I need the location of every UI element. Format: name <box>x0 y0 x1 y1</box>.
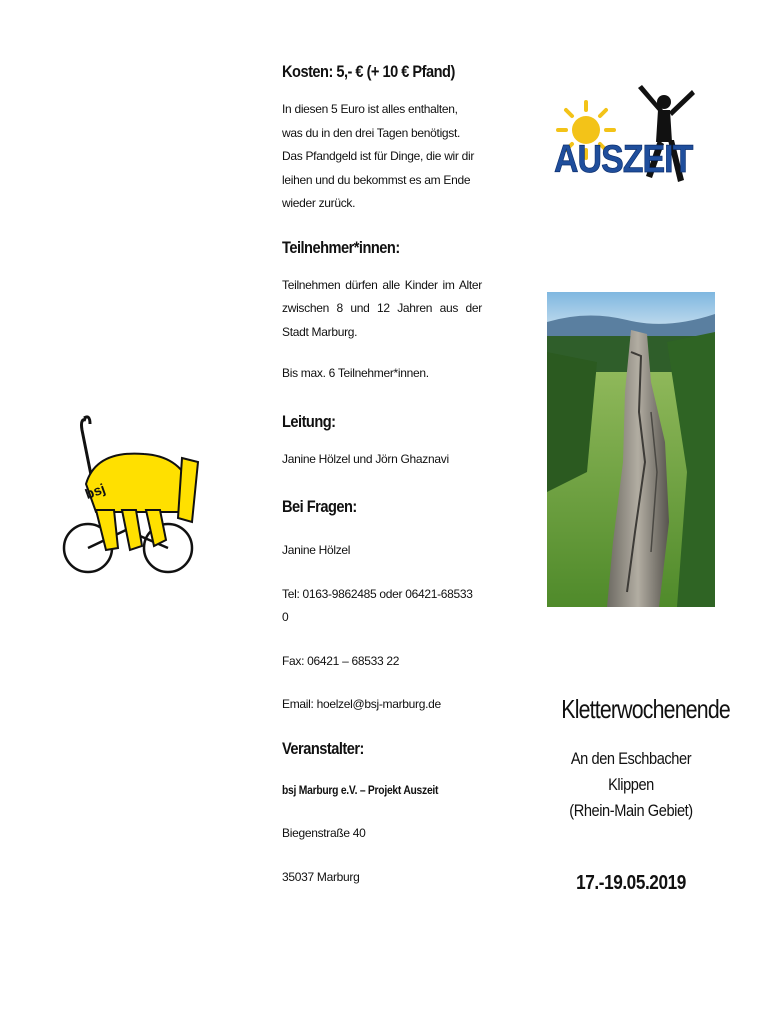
leitung-text: Janine Hölzel und Jörn Ghaznavi <box>282 451 449 466</box>
info-column <box>282 62 482 889</box>
teilnehmer-heading: Teilnehmer*innen: <box>282 237 400 257</box>
event-subtitle <box>549 746 712 824</box>
fragen-fax: Fax: 06421 – 68533 22 <box>282 653 400 668</box>
leitung-heading: Leitung: <box>282 411 336 431</box>
teilnehmer-max: Bis max. 6 Teilnehmer*innen. <box>282 366 429 380</box>
bsj-logo <box>56 410 216 585</box>
bsj-logo-text: bsj <box>82 480 108 503</box>
klippen-photo <box>547 292 715 607</box>
fragen-tel: Tel: 0163-9862485 oder 06421-68533 0 <box>282 586 473 624</box>
fragen-name: Janine Hölzel <box>282 543 351 557</box>
auszeit-logo-text: AUSZEIT <box>554 136 693 181</box>
event-subtitle-line1: An den Eschbacher Klippen <box>570 749 692 794</box>
auszeit-logo <box>546 80 706 210</box>
fragen-heading: Bei Fragen: <box>282 497 357 516</box>
teilnehmer-text: Teilnehmen dürfen alle Kinder im Alter zwischen 8 und 12 Jahren aus der Stadt Marburg. <box>282 277 482 339</box>
veranstalter-org: bsj Marburg e.V. – Projekt Auszeit <box>282 782 439 797</box>
fragen-email[interactable]: Email: hoelzel@bsj-marburg.de <box>282 697 441 711</box>
event-date: 17.-19.05.2019 <box>576 872 686 894</box>
event-title: Kletterwochenende <box>561 694 730 724</box>
kosten-heading: Kosten: 5,- € (+ 10 € Pfand) <box>282 62 455 81</box>
event-subtitle-line2: (Rhein-Main Gebiet) <box>569 801 693 820</box>
veranstalter-heading: Veranstalter: <box>282 738 364 758</box>
veranstalter-city: 35037 Marburg <box>282 869 360 884</box>
veranstalter-street: Biegenstraße 40 <box>282 826 366 840</box>
kosten-text: In diesen 5 Euro ist alles enthalten, was du in den drei Tagen benötigst. Das Pfandgeld ist für Dinge, die wir dir leihen und du bekommst es am Ende wieder zurück. <box>282 102 475 210</box>
